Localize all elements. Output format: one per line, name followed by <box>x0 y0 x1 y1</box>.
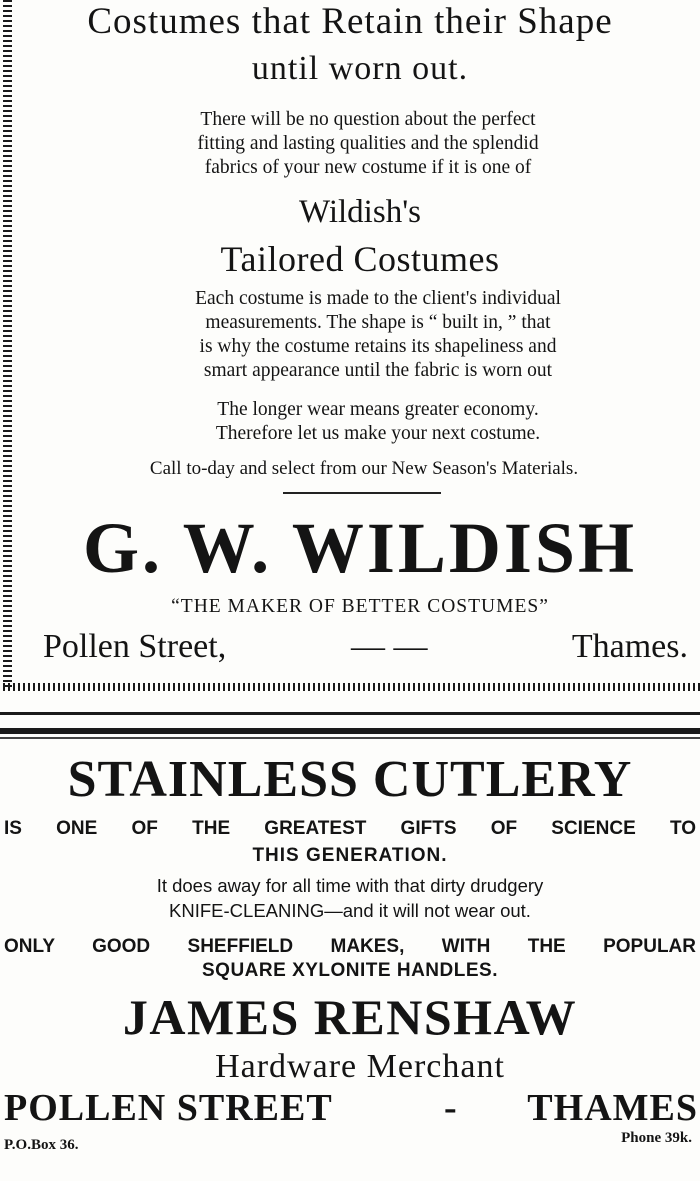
wildish-economy-paragraph <box>28 398 700 446</box>
short-divider-rule <box>283 492 441 494</box>
wildish-headline-line2: until worn out. <box>251 50 469 87</box>
wildish-intro-paragraph <box>18 108 700 180</box>
wildish-address-street: Pollen Street, <box>43 628 227 665</box>
renshaw-line-gifts: IS ONE OF THE GREATEST GIFTS OF SCIENCE TO <box>4 818 696 839</box>
renshaw-phone: Phone 39k. <box>621 1130 692 1146</box>
renshaw-address-street: POLLEN STREET <box>4 1087 333 1129</box>
renshaw-address <box>4 1086 698 1132</box>
body-line: is why the costume retains its shapeliness and <box>199 336 557 357</box>
wildish-body-paragraph <box>28 287 700 383</box>
wildish-tagline: “THE MAKER OF BETTER COSTUMES” <box>171 596 549 617</box>
intro-line: fitting and lasting qualities and the splendid <box>197 133 539 154</box>
column-divider-thick <box>0 728 700 734</box>
intro-line: fabrics of your new costume if it is one of <box>204 157 532 178</box>
wildish-address-dashes: — — <box>351 628 428 665</box>
wildish-merchant-name: G. W. WILDISH <box>83 508 637 588</box>
decorative-border-bottom <box>3 683 700 691</box>
renshaw-line-knife: KNIFE-CLEANING—and it will not wear out. <box>169 900 531 921</box>
column-divider-rule <box>0 737 700 739</box>
renshaw-line-generation: THIS GENERATION. <box>252 845 448 866</box>
intro-line: There will be no question about the perfect <box>200 109 536 130</box>
renshaw-line-handles: SQUARE XYLONITE HANDLES. <box>202 960 498 981</box>
wildish-call-to-action: Call to-day and select from our New Season's Materials. <box>149 458 579 479</box>
body-line: smart appearance until the fabric is worn out <box>203 360 553 381</box>
renshaw-merchant-name: JAMES RENSHAW <box>122 989 578 1045</box>
wildish-brand-name: Wildish's <box>299 194 421 230</box>
column-divider-thin <box>0 712 700 715</box>
wildish-address <box>43 628 688 672</box>
body-line: Each costume is made to the client's individual <box>195 288 561 309</box>
renshaw-line-sheffield: ONLY GOOD SHEFFIELD MAKES, WITH THE POPULAR <box>4 936 696 957</box>
wildish-brand-product: Tailored Costumes <box>220 239 500 279</box>
economy-line: Therefore let us make your next costume. <box>215 423 541 444</box>
renshaw-line-drudgery: It does away for all time with that dirty drudgery <box>156 875 544 896</box>
wildish-headline-line1: Costumes that Retain their Shape <box>87 1 613 42</box>
renshaw-address-dash: - <box>444 1087 458 1129</box>
body-line: measurements. The shape is “ built in, ” that <box>205 312 551 333</box>
renshaw-headline: STAINLESS CUTLERY <box>67 751 633 808</box>
renshaw-po-box: P.O.Box 36. <box>4 1137 79 1153</box>
wildish-address-town: Thames. <box>571 628 688 665</box>
renshaw-address-town: THAMES <box>527 1087 698 1129</box>
economy-line: The longer wear means greater economy. <box>217 399 539 420</box>
renshaw-trade: Hardware Merchant <box>215 1048 505 1085</box>
